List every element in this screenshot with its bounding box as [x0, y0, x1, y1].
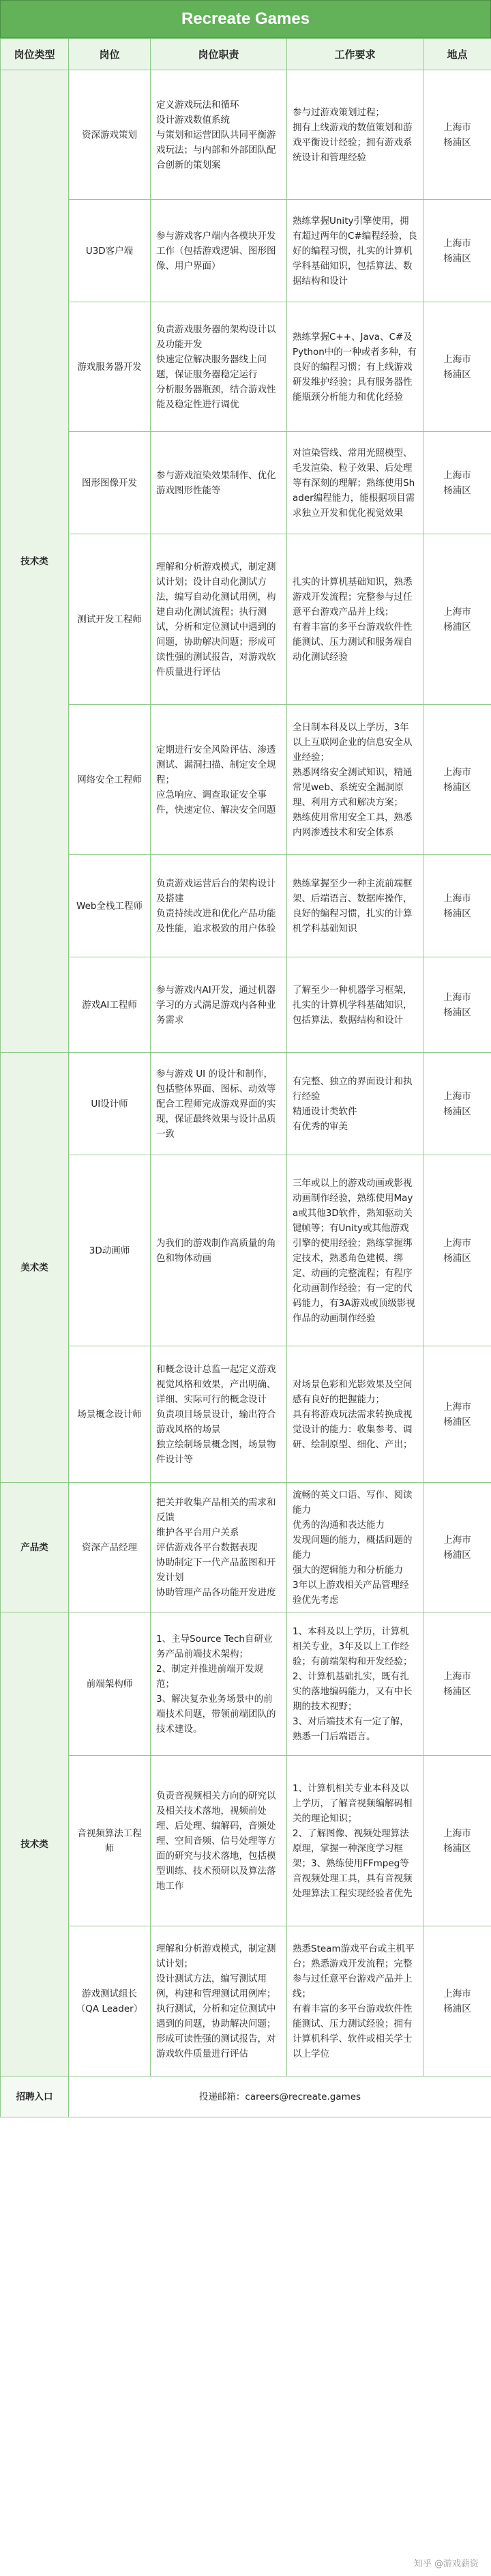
table-row: [1, 1346, 491, 1483]
table-row: [1, 855, 491, 957]
header-location: 地点: [423, 39, 491, 70]
position-cell: U3D客户端: [69, 200, 151, 302]
position-cell: 音视频算法工程师: [69, 1756, 151, 1926]
table-row: [1, 705, 491, 855]
header-duty: 岗位职责: [151, 39, 287, 70]
requirement-cell: 有完整、独立的界面设计和执行经验 精通设计类软件 有优秀的审美: [287, 1053, 423, 1155]
location-cell: 上海市 杨浦区: [423, 534, 491, 705]
requirement-cell: 三年或以上的游戏动画或影视动画制作经验，熟练使用Maya或其他3D软件，熟知驱动关键帧等；有Unity或其他游戏引擎的使用经验；熟练掌握绑定技术，熟悉角色建模、绑定、动画的完整流程；有程序化动画制作经验；有一定的代码能力，有3A游戏或顶级影视作品的动画制作经验: [287, 1155, 423, 1346]
requirement-cell: 熟练掌握Unity引擎使用，拥有超过两年的C#编程经验，良好的编程习惯，扎实的计算机学科基础知识，包括算法、数据结构和设计: [287, 200, 423, 302]
header-requirement: 工作要求: [287, 39, 423, 70]
duty-cell: 理解和分析游戏模式，制定测试计划； 设计测试方法，编写测试用例，构建和管理测试用例库；执行测试，分析和定位测试中遇到的问题，协助解决问题； 形成可读性强的测试报告，对游戏软件质量进行评估: [151, 1926, 287, 2076]
duty-cell: 负责游戏服务器的架构设计以及功能开发 快速定位解决服务器线上问题，保证服务器稳定运行 分析服务器瓶颈，结合游戏性能及稳定性进行调优: [151, 302, 287, 432]
location-cell: 上海市 杨浦区: [423, 1053, 491, 1155]
position-cell: 游戏AI工程师: [69, 957, 151, 1053]
duty-cell: 1、主导Source Tech自研业务产品前端技术架构； 2、制定并推进前端开发规范； 3、解决复杂业务场景中的前端技术问题，带领前端团队的技术建设。: [151, 1612, 287, 1756]
table-row: [1, 1483, 491, 1612]
duty-cell: 参与游戏客户端内各模块开发工作（包括游戏逻辑、图形图像、用户界面）: [151, 200, 287, 302]
position-cell: Web全栈工程师: [69, 855, 151, 957]
location-cell: 上海市 杨浦区: [423, 855, 491, 957]
duty-cell: 和概念设计总监一起定义游戏视觉风格和效果，产出明确、详细、实际可行的概念设计 负责项目场景设计，输出符合游戏风格的场景 独立绘制场景概念图，场景物件设计等: [151, 1346, 287, 1483]
category-cell: 美术类: [1, 1053, 69, 1483]
position-cell: 网络安全工程师: [69, 705, 151, 855]
requirement-cell: 1、本科及以上学历，计算机相关专业，3年及以上工作经验；有前端架构和开发经验； 2、计算机基础扎实，既有扎实的落地编码能力，又有中长期的技术视野； 3、对后端技术有一定了解，熟悉一门后端语言。: [287, 1612, 423, 1756]
table-row: [1, 957, 491, 1053]
duty-cell: 理解和分析游戏模式，制定测试计划；设计自动化测试方法，编写自动化测试用例，构建自动化测试流程；执行测试，分析和定位测试中遇到的问题，协助解决问题；形成可读性强的测试报告，对游戏软件质量进行评估: [151, 534, 287, 705]
position-cell: 前端架构师: [69, 1612, 151, 1756]
header-row: [1, 39, 491, 70]
table-row: [1, 1612, 491, 1756]
position-cell: 游戏服务器开发: [69, 302, 151, 432]
requirement-cell: 全日制本科及以上学历，3年以上互联网企业的信息安全从业经验； 熟悉网络安全测试知识，精通常见web、系统安全漏洞原理、利用方式和解决方案； 熟练使用常用安全工具，熟悉内网渗透技术和安全体系: [287, 705, 423, 855]
table-row: [1, 432, 491, 534]
table-row: [1, 1756, 491, 1926]
header-position: 岗位: [69, 39, 151, 70]
entry-email[interactable]: 投递邮箱：careers@recreate.games: [69, 2076, 491, 2117]
position-cell: 游戏测试组长（QA Leader）: [69, 1926, 151, 2076]
entry-row: [1, 2076, 491, 2117]
category-cell: 技术类: [1, 1612, 69, 2076]
poster-title: Recreate Games: [0, 0, 491, 38]
table-row: [1, 1155, 491, 1346]
table-row: [1, 70, 491, 200]
requirement-cell: 对场景色彩和光影效果及空间感有良好的把握能力； 具有将游戏玩法需求转换成视觉设计的能力：收集参考、调研、绘制原型、细化、产出；: [287, 1346, 423, 1483]
category-cell: 产品类: [1, 1483, 69, 1612]
requirement-cell: 参与过游戏策划过程； 拥有上线游戏的数值策划和游戏平衡设计经验；拥有游戏系统设计和管理经验: [287, 70, 423, 200]
location-cell: 上海市 杨浦区: [423, 705, 491, 855]
location-cell: 上海市 杨浦区: [423, 1483, 491, 1612]
location-cell: 上海市 杨浦区: [423, 1155, 491, 1346]
duty-cell: 定义游戏玩法和循环 设计游戏数值系统 与策划和运营团队共同平衡游戏玩法；与内部和外部团队配合创新的策划案: [151, 70, 287, 200]
jobs-table: [0, 38, 491, 2117]
requirement-cell: 扎实的计算机基础知识，熟悉游戏开发流程；完整参与过任意平台游戏产品并上线； 有着丰富的多平台游戏软件性能测试、压力测试和服务端自动化测试经验: [287, 534, 423, 705]
position-cell: 图形图像开发: [69, 432, 151, 534]
requirement-cell: 1、计算机相关专业本科及以上学历，了解音视频编解码相关的理论知识； 2、了解图像、视频处理算法原理，掌握一种深度学习框架；3、熟练使用FFmpeg等音视频处理工具，具有音视频处理算法工程实现经验者优先: [287, 1756, 423, 1926]
location-cell: 上海市 杨浦区: [423, 302, 491, 432]
duty-cell: 参与游戏渲染效果制作、优化游戏图形性能等: [151, 432, 287, 534]
table-row: [1, 1926, 491, 2076]
duty-cell: 定期进行安全风险评估、渗透测试、漏洞扫描、制定安全规程； 应急响应、调查取证安全事件，快速定位、解决安全问题: [151, 705, 287, 855]
requirement-cell: 熟练掌握至少一种主流前端框架、后端语言、数据库操作，良好的编程习惯，扎实的计算机学科基础知识: [287, 855, 423, 957]
location-cell: 上海市 杨浦区: [423, 1756, 491, 1926]
position-cell: 测试开发工程师: [69, 534, 151, 705]
location-cell: 上海市 杨浦区: [423, 957, 491, 1053]
requirement-cell: 对渲染管线、常用光照模型、毛发渲染、粒子效果、后处理等有深刻的理解；熟练使用Shader编程能力，能根据项目需求独立开发和优化视觉效果: [287, 432, 423, 534]
duty-cell: 负责音视频相关方向的研究以及相关技术落地，视频前处理、后处理、编解码，音频处理、空间音频、信号处理等方面的研究与技术落地，包括模型训练、技术预研以及算法落地工作: [151, 1756, 287, 1926]
table-row: [1, 1053, 491, 1155]
table-row: [1, 200, 491, 302]
duty-cell: 参与游戏 UI 的设计和制作，包括整体界面、图标、动效等 配合工程师完成游戏界面的实现，保证最终效果与设计品质一致: [151, 1053, 287, 1155]
header-type: 岗位类型: [1, 39, 69, 70]
position-cell: 资深游戏策划: [69, 70, 151, 200]
table-row: [1, 534, 491, 705]
watermark: 知乎 @游戏薪资: [413, 2559, 479, 2569]
location-cell: 上海市 杨浦区: [423, 1926, 491, 2076]
location-cell: 上海市 杨浦区: [423, 432, 491, 534]
location-cell: 上海市 杨浦区: [423, 200, 491, 302]
position-cell: 3D动画师: [69, 1155, 151, 1346]
duty-cell: 为我们的游戏制作高质量的角色和物体动画: [151, 1155, 287, 1346]
requirement-cell: 流畅的英文口语、写作、阅读能力 优秀的沟通和表达能力 发现问题的能力，概括问题的能力 强大的逻辑能力和分析能力 3年以上游戏相关产品管理经验优先考虑: [287, 1483, 423, 1612]
location-cell: 上海市 杨浦区: [423, 1346, 491, 1483]
location-cell: 上海市 杨浦区: [423, 1612, 491, 1756]
requirement-cell: 熟悉Steam游戏平台或主机平台；熟悉游戏开发流程；完整参与过任意平台游戏产品并上线； 有着丰富的多平台游戏软件性能测试、压力测试经验；拥有计算机科学、软件或相关学士以上学位: [287, 1926, 423, 2076]
location-cell: 上海市 杨浦区: [423, 70, 491, 200]
requirement-cell: 熟练掌握C++、Java、C#及Python中的一种或者多种，有良好的编程习惯；有上线游戏研发维护经验；具有服务器性能瓶颈分析能力和优化经验: [287, 302, 423, 432]
position-cell: 场景概念设计师: [69, 1346, 151, 1483]
entry-label: 招聘入口: [1, 2076, 69, 2117]
duty-cell: 参与游戏内AI开发，通过机器学习的方式满足游戏内各种业务需求: [151, 957, 287, 1053]
position-cell: 资深产品经理: [69, 1483, 151, 1612]
duty-cell: 负责游戏运营后台的架构设计及搭建 负责持续改进和优化产品功能及性能，追求极致的用户体验: [151, 855, 287, 957]
category-cell: 技术类: [1, 70, 69, 1053]
duty-cell: 把关并收集产品相关的需求和反馈 维护各平台用户关系 评估游戏各平台数据表现 协助制定下一代产品蓝图和开发计划 协助管理产品各功能开发进度: [151, 1483, 287, 1612]
table-row: [1, 302, 491, 432]
requirement-cell: 了解至少一种机器学习框架，扎实的计算机学科基础知识，包括算法、数据结构和设计: [287, 957, 423, 1053]
position-cell: UI设计师: [69, 1053, 151, 1155]
